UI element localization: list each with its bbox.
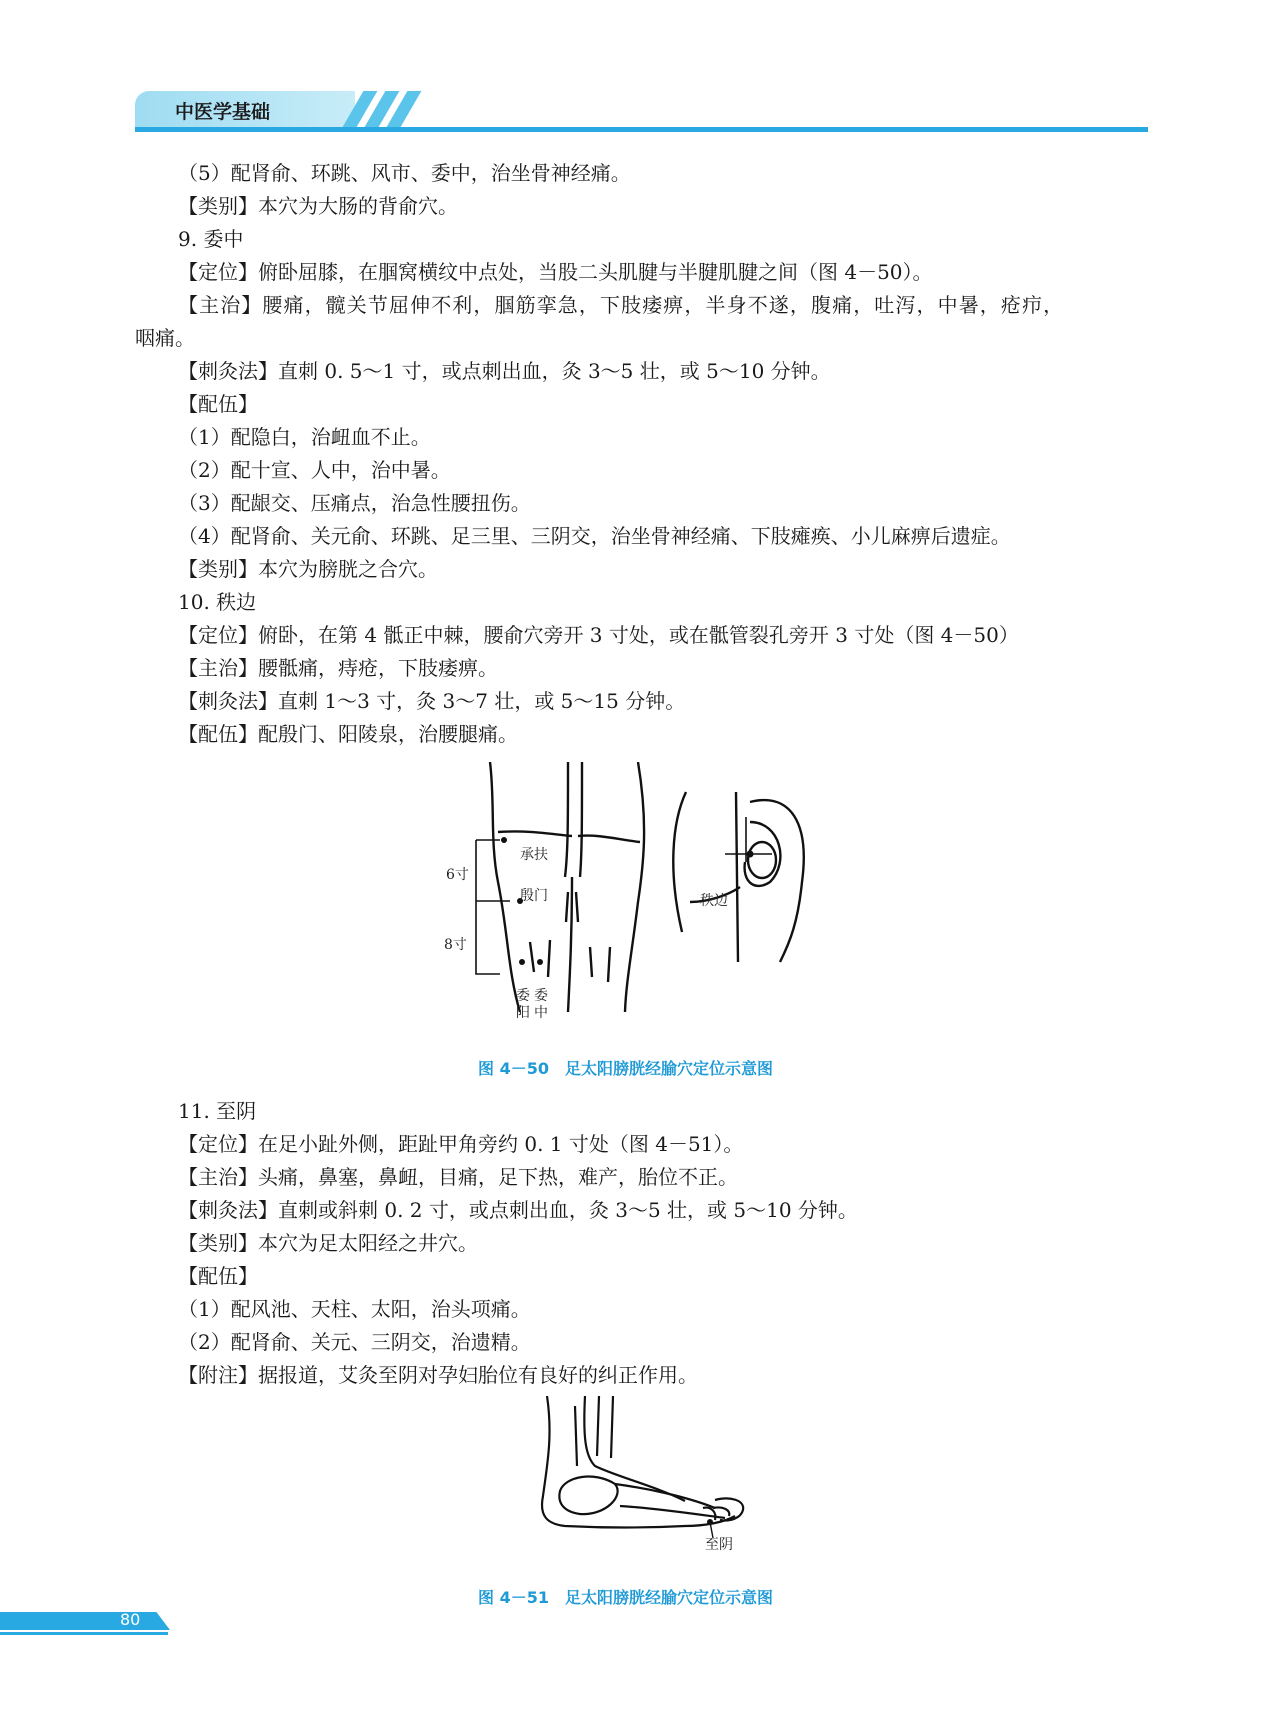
text-line: 【配伍】 — [178, 1264, 258, 1288]
text-line: （1）配风池、天柱、太阳，治头项痛。 — [178, 1297, 531, 1321]
text-line: 【主治】腰痛，髋关节屈伸不利，腘筋挛急，下肢痿痹，半身不遂，腹痛，吐泻，中暑，疮疖， — [178, 293, 1065, 317]
text-line: 【配伍】 — [178, 392, 258, 416]
header-rule — [135, 127, 1148, 132]
text-line: 咽痛。 — [135, 326, 195, 350]
text-line: 9. 委中 — [178, 227, 244, 251]
label-weizhong: 委中 — [534, 988, 548, 1021]
text-line: （4）配肾俞、关元俞、环跳、足三里、三阴交，治坐骨神经痛、下肢瘫痪、小儿麻痹后遗症。 — [178, 524, 1011, 548]
figure-legs-acupoints — [444, 762, 830, 1032]
text-line: 【主治】头痛，鼻塞，鼻衄，目痛，足下热，难产，胎位不正。 — [178, 1165, 738, 1189]
text-line: 11. 至阴 — [178, 1099, 257, 1123]
book-title: 中医学基础 — [175, 101, 271, 123]
text-line: （2）配肾俞、关元、三阴交，治遗精。 — [178, 1330, 531, 1354]
label-yinmen: 殷门 — [520, 888, 548, 904]
text-line: 【类别】本穴为足太阳经之井穴。 — [178, 1231, 478, 1255]
foot-illustration — [535, 1396, 755, 1556]
figure-caption: 图 4－50 足太阳膀胱经腧穴定位示意图 — [478, 1059, 773, 1078]
label-chengfu: 承扶 — [520, 847, 548, 863]
footer-rule — [0, 1632, 168, 1635]
figure-caption: 图 4－51 足太阳膀胱经腧穴定位示意图 — [478, 1588, 773, 1607]
figure-foot-acupoint — [535, 1396, 755, 1556]
legs-illustration — [450, 762, 830, 1032]
text-line: （2）配十宣、人中，治中暑。 — [178, 458, 451, 482]
text-line: 10. 秩边 — [178, 590, 257, 614]
text-line: 【定位】在足小趾外侧，距趾甲角旁约 0. 1 寸处（图 4－51）。 — [178, 1132, 744, 1156]
text-line: 【类别】本穴为大肠的背俞穴。 — [178, 194, 458, 218]
label-weiyang: 委阳 — [516, 988, 530, 1021]
label-6-cun: 6寸 — [446, 867, 469, 883]
text-line: （5）配肾俞、环跳、风市、委中，治坐骨神经痛。 — [178, 161, 631, 185]
label-zhibian: 秩边 — [700, 893, 728, 909]
text-line: 【定位】俯卧屈膝，在腘窝横纹中点处，当股二头肌腱与半腱肌腱之间（图 4－50）。 — [178, 260, 933, 284]
text-line: 【类别】本穴为膀胱之合穴。 — [178, 557, 438, 581]
footer-bar — [0, 1612, 170, 1630]
page-number: 80 — [120, 1610, 141, 1629]
page-header — [135, 91, 1148, 131]
text-line: 【主治】腰骶痛，痔疮，下肢痿痹。 — [178, 656, 498, 680]
text-line: 【刺灸法】直刺 0. 5～1 寸，或点刺出血，灸 3～5 壮，或 5～10 分钟。 — [178, 359, 831, 383]
text-line: 【定位】俯卧，在第 4 骶正中棘，腰俞穴旁开 3 寸处，或在骶管裂孔旁开 3 寸处（图 4－50） — [178, 623, 1019, 647]
label-8-cun: 8寸 — [444, 937, 467, 953]
text-line: （3）配龈交、压痛点，治急性腰扭伤。 — [178, 491, 531, 515]
text-line: （1）配隐白，治衄血不止。 — [178, 425, 431, 449]
text-line: 【附注】据报道，艾灸至阴对孕妇胎位有良好的纠正作用。 — [178, 1363, 698, 1387]
text-line: 【配伍】配殷门、阳陵泉，治腰腿痛。 — [178, 722, 518, 746]
label-zhiyin: 至阴 — [705, 1537, 733, 1553]
text-line: 【刺灸法】直刺或斜刺 0. 2 寸，或点刺出血，灸 3～5 壮，或 5～10 分钟。 — [178, 1198, 858, 1222]
text-line: 【刺灸法】直刺 1～3 寸，灸 3～7 壮，或 5～15 分钟。 — [178, 689, 686, 713]
